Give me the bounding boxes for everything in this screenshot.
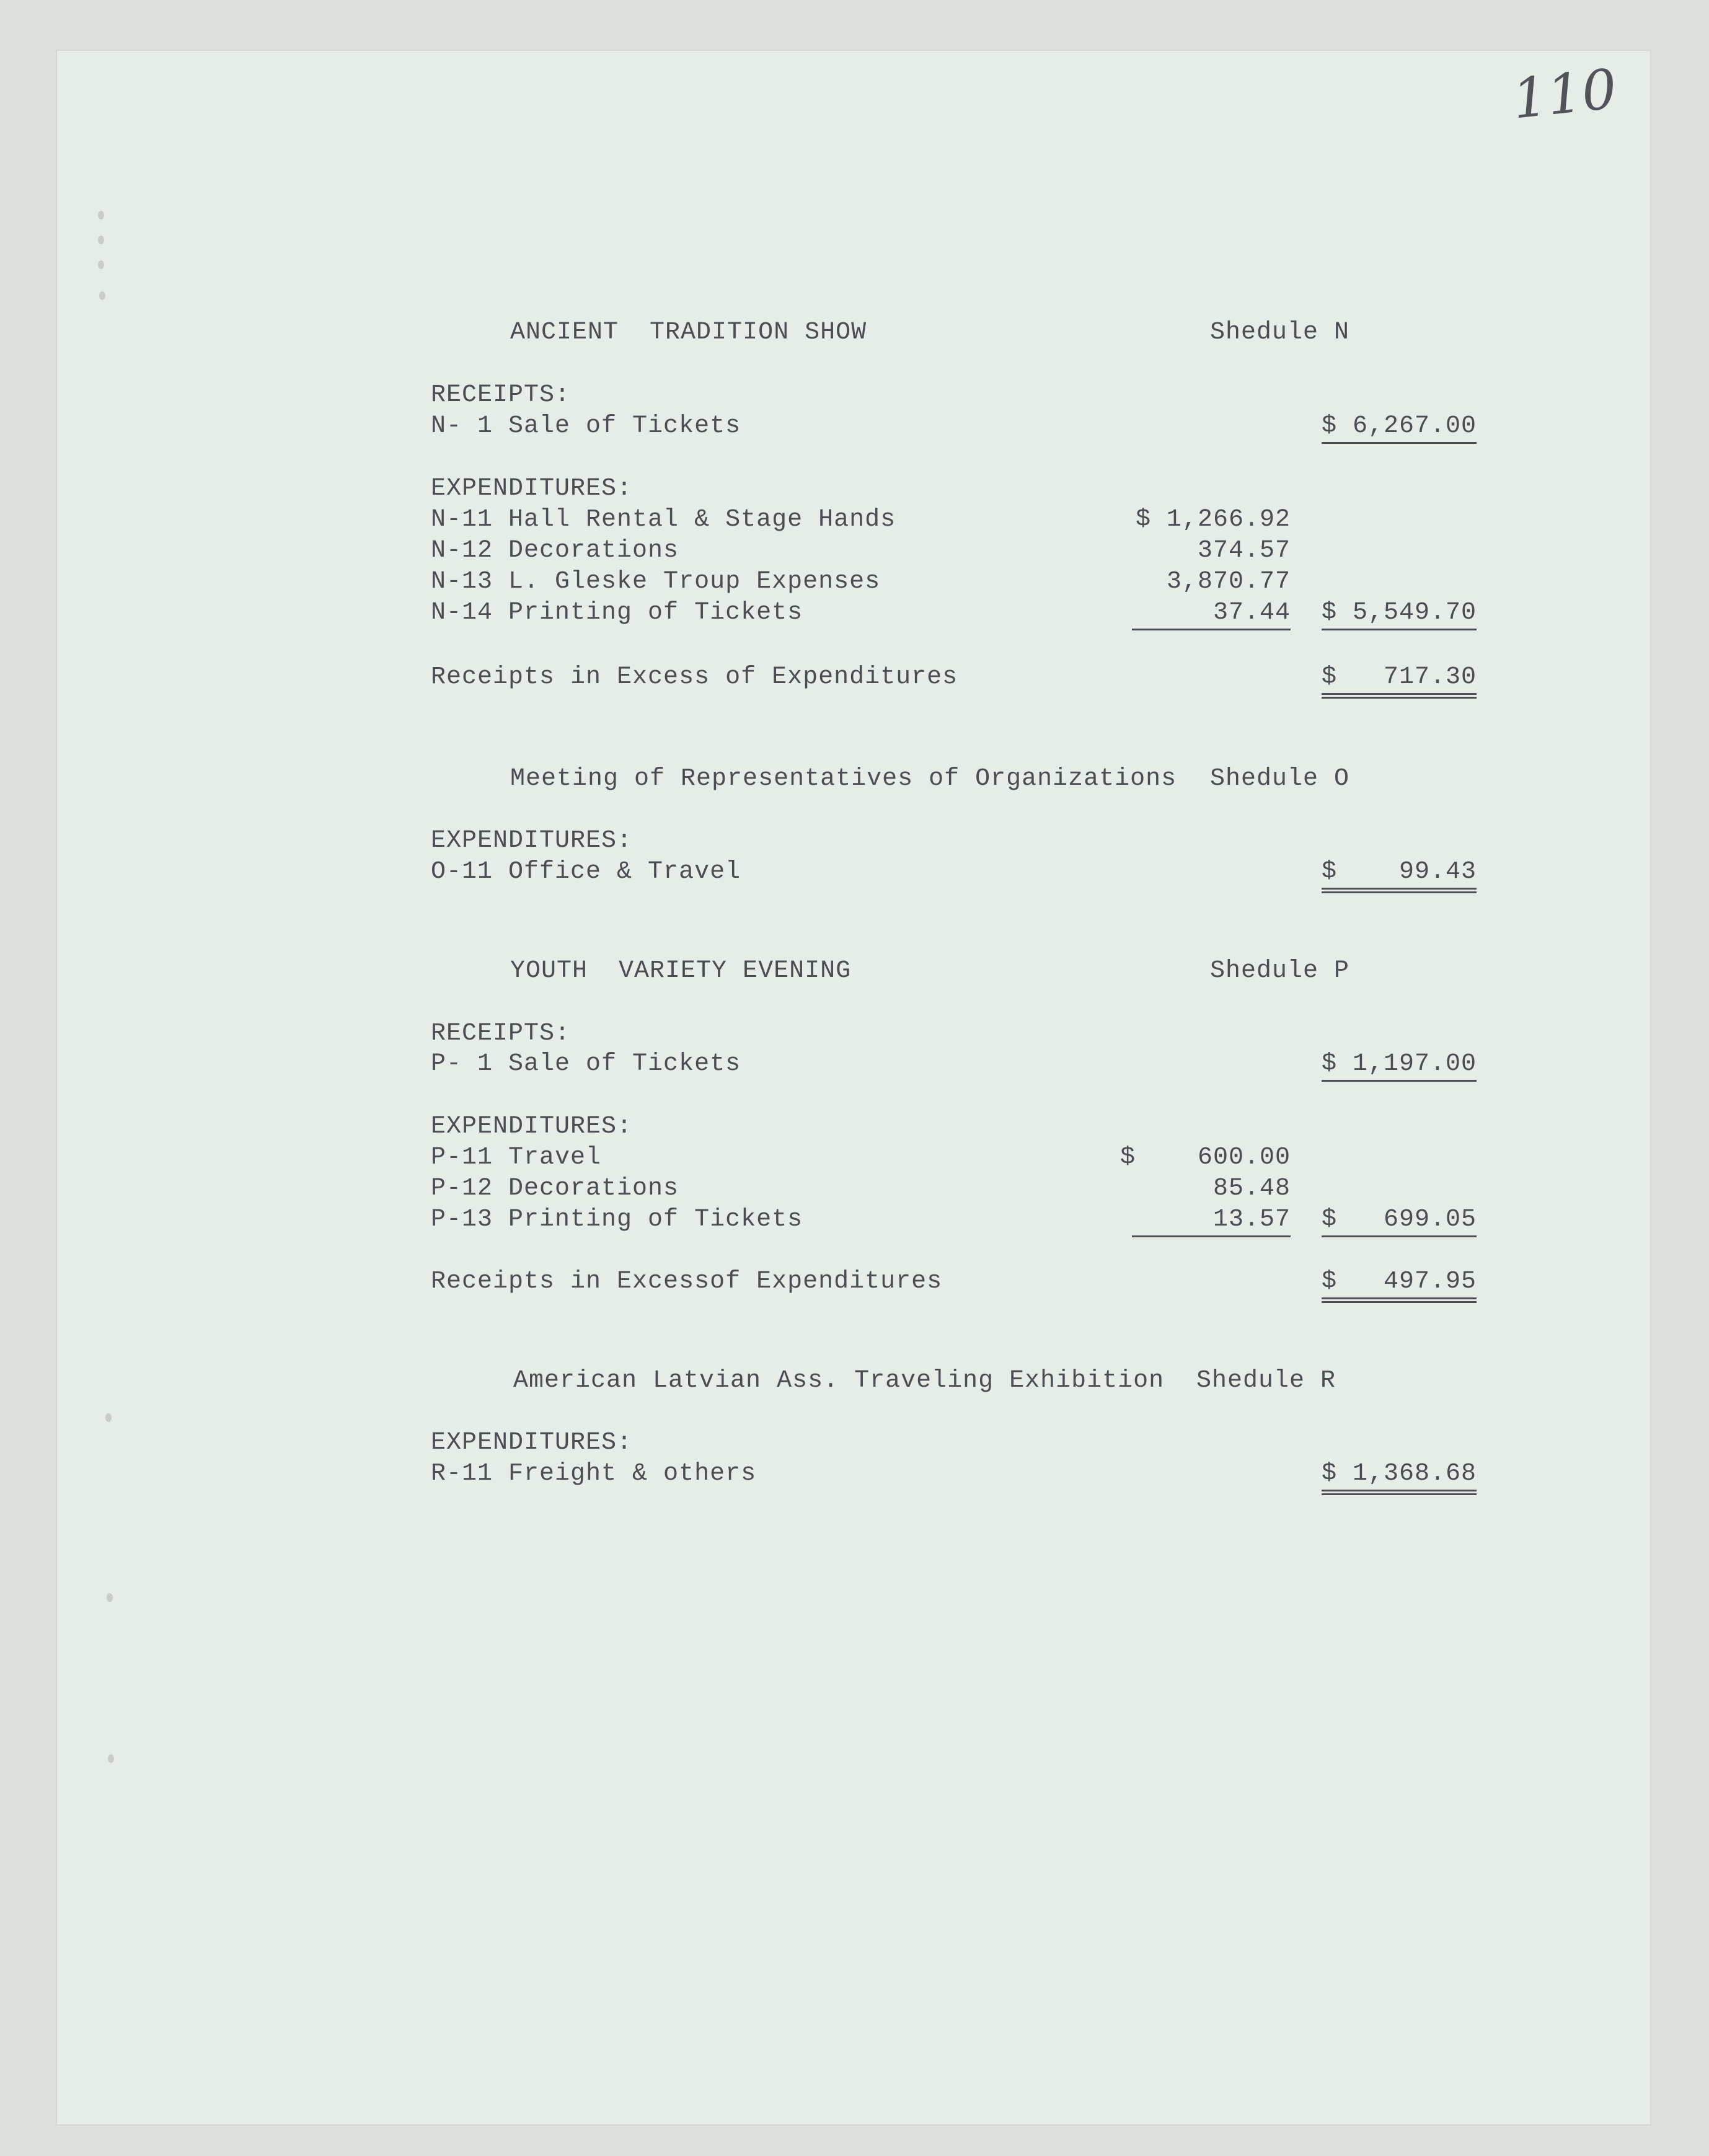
expenditure-item-label: P-13 Printing of Tickets xyxy=(431,1206,803,1234)
schedule-label: Shedule P xyxy=(1210,957,1350,985)
expenditure-item-label: N-11 Hall Rental & Stage Hands xyxy=(431,506,896,534)
expenditure-item-amount: $ 1,266.92 xyxy=(1135,506,1291,534)
binder-hole xyxy=(99,291,105,300)
expenditure-item-label: P-11 Travel xyxy=(431,1144,602,1172)
expenditures-total: $ 699.05 xyxy=(1322,1206,1477,1237)
expenditure-item-label: O-11 Office & Travel xyxy=(431,858,741,886)
binder-hole xyxy=(98,260,104,269)
binder-hole xyxy=(105,1413,112,1422)
expenditures-total: $ 1,368.68 xyxy=(1322,1460,1477,1495)
schedule-label: Shedule O xyxy=(1210,765,1350,793)
receipts-heading: RECEIPTS: xyxy=(431,381,571,409)
expenditure-item-amount: $ 600.00 xyxy=(1119,1144,1291,1172)
expenditure-item-amount: 3,870.77 xyxy=(1166,568,1291,596)
expenditures-heading: EXPENDITURES: xyxy=(431,1429,633,1457)
receipt-item-total: $ 1,197.00 xyxy=(1322,1050,1477,1082)
schedule-label: Shedule N xyxy=(1210,319,1350,347)
binder-hole xyxy=(107,1593,113,1602)
binder-hole xyxy=(98,211,104,219)
expenditures-heading: EXPENDITURES: xyxy=(431,475,633,503)
binder-hole xyxy=(98,236,104,244)
expenditure-item-label: N-13 L. Gleske Troup Expenses xyxy=(431,568,881,596)
expenditure-item-amount: 13.57 xyxy=(1132,1206,1291,1237)
handwritten-page-number: 110 xyxy=(1509,56,1620,131)
summary-label: Receipts in Excessof Expenditures xyxy=(431,1268,943,1296)
section-title: YOUTH VARIETY EVENING xyxy=(510,957,852,985)
expenditures-total: $ 99.43 xyxy=(1322,858,1477,893)
expenditure-item-label: N-12 Decorations xyxy=(431,537,679,565)
expenditure-item-amount: 374.57 xyxy=(1197,537,1291,565)
receipt-item-label: N- 1 Sale of Tickets xyxy=(431,412,741,440)
summary-total: $ 717.30 xyxy=(1322,663,1477,699)
receipts-heading: RECEIPTS: xyxy=(431,1020,571,1048)
expenditures-heading: EXPENDITURES: xyxy=(431,1113,633,1141)
expenditure-item-amount: 37.44 xyxy=(1132,599,1291,630)
expenditure-item-label: R-11 Freight & others xyxy=(431,1460,757,1488)
section-title: ANCIENT TRADITION SHOW xyxy=(510,319,867,347)
expenditures-total: $ 5,549.70 xyxy=(1322,599,1477,630)
schedule-label: Shedule R xyxy=(1196,1367,1336,1395)
expenditure-item-label: P-12 Decorations xyxy=(431,1175,679,1203)
section-title: Meeting of Representatives of Organizations xyxy=(510,765,1177,793)
receipt-item-total: $ 6,267.00 xyxy=(1322,412,1477,444)
document-page xyxy=(57,51,1650,2124)
summary-label: Receipts in Excess of Expenditures xyxy=(431,663,958,691)
expenditure-item-label: N-14 Printing of Tickets xyxy=(431,599,803,627)
summary-total: $ 497.95 xyxy=(1322,1268,1477,1303)
expenditure-item-amount: 85.48 xyxy=(1212,1175,1291,1203)
section-title: American Latvian Ass. Traveling Exhibition xyxy=(513,1367,1165,1395)
expenditures-heading: EXPENDITURES: xyxy=(431,827,633,855)
binder-hole xyxy=(108,1754,114,1763)
receipt-item-label: P- 1 Sale of Tickets xyxy=(431,1050,741,1078)
